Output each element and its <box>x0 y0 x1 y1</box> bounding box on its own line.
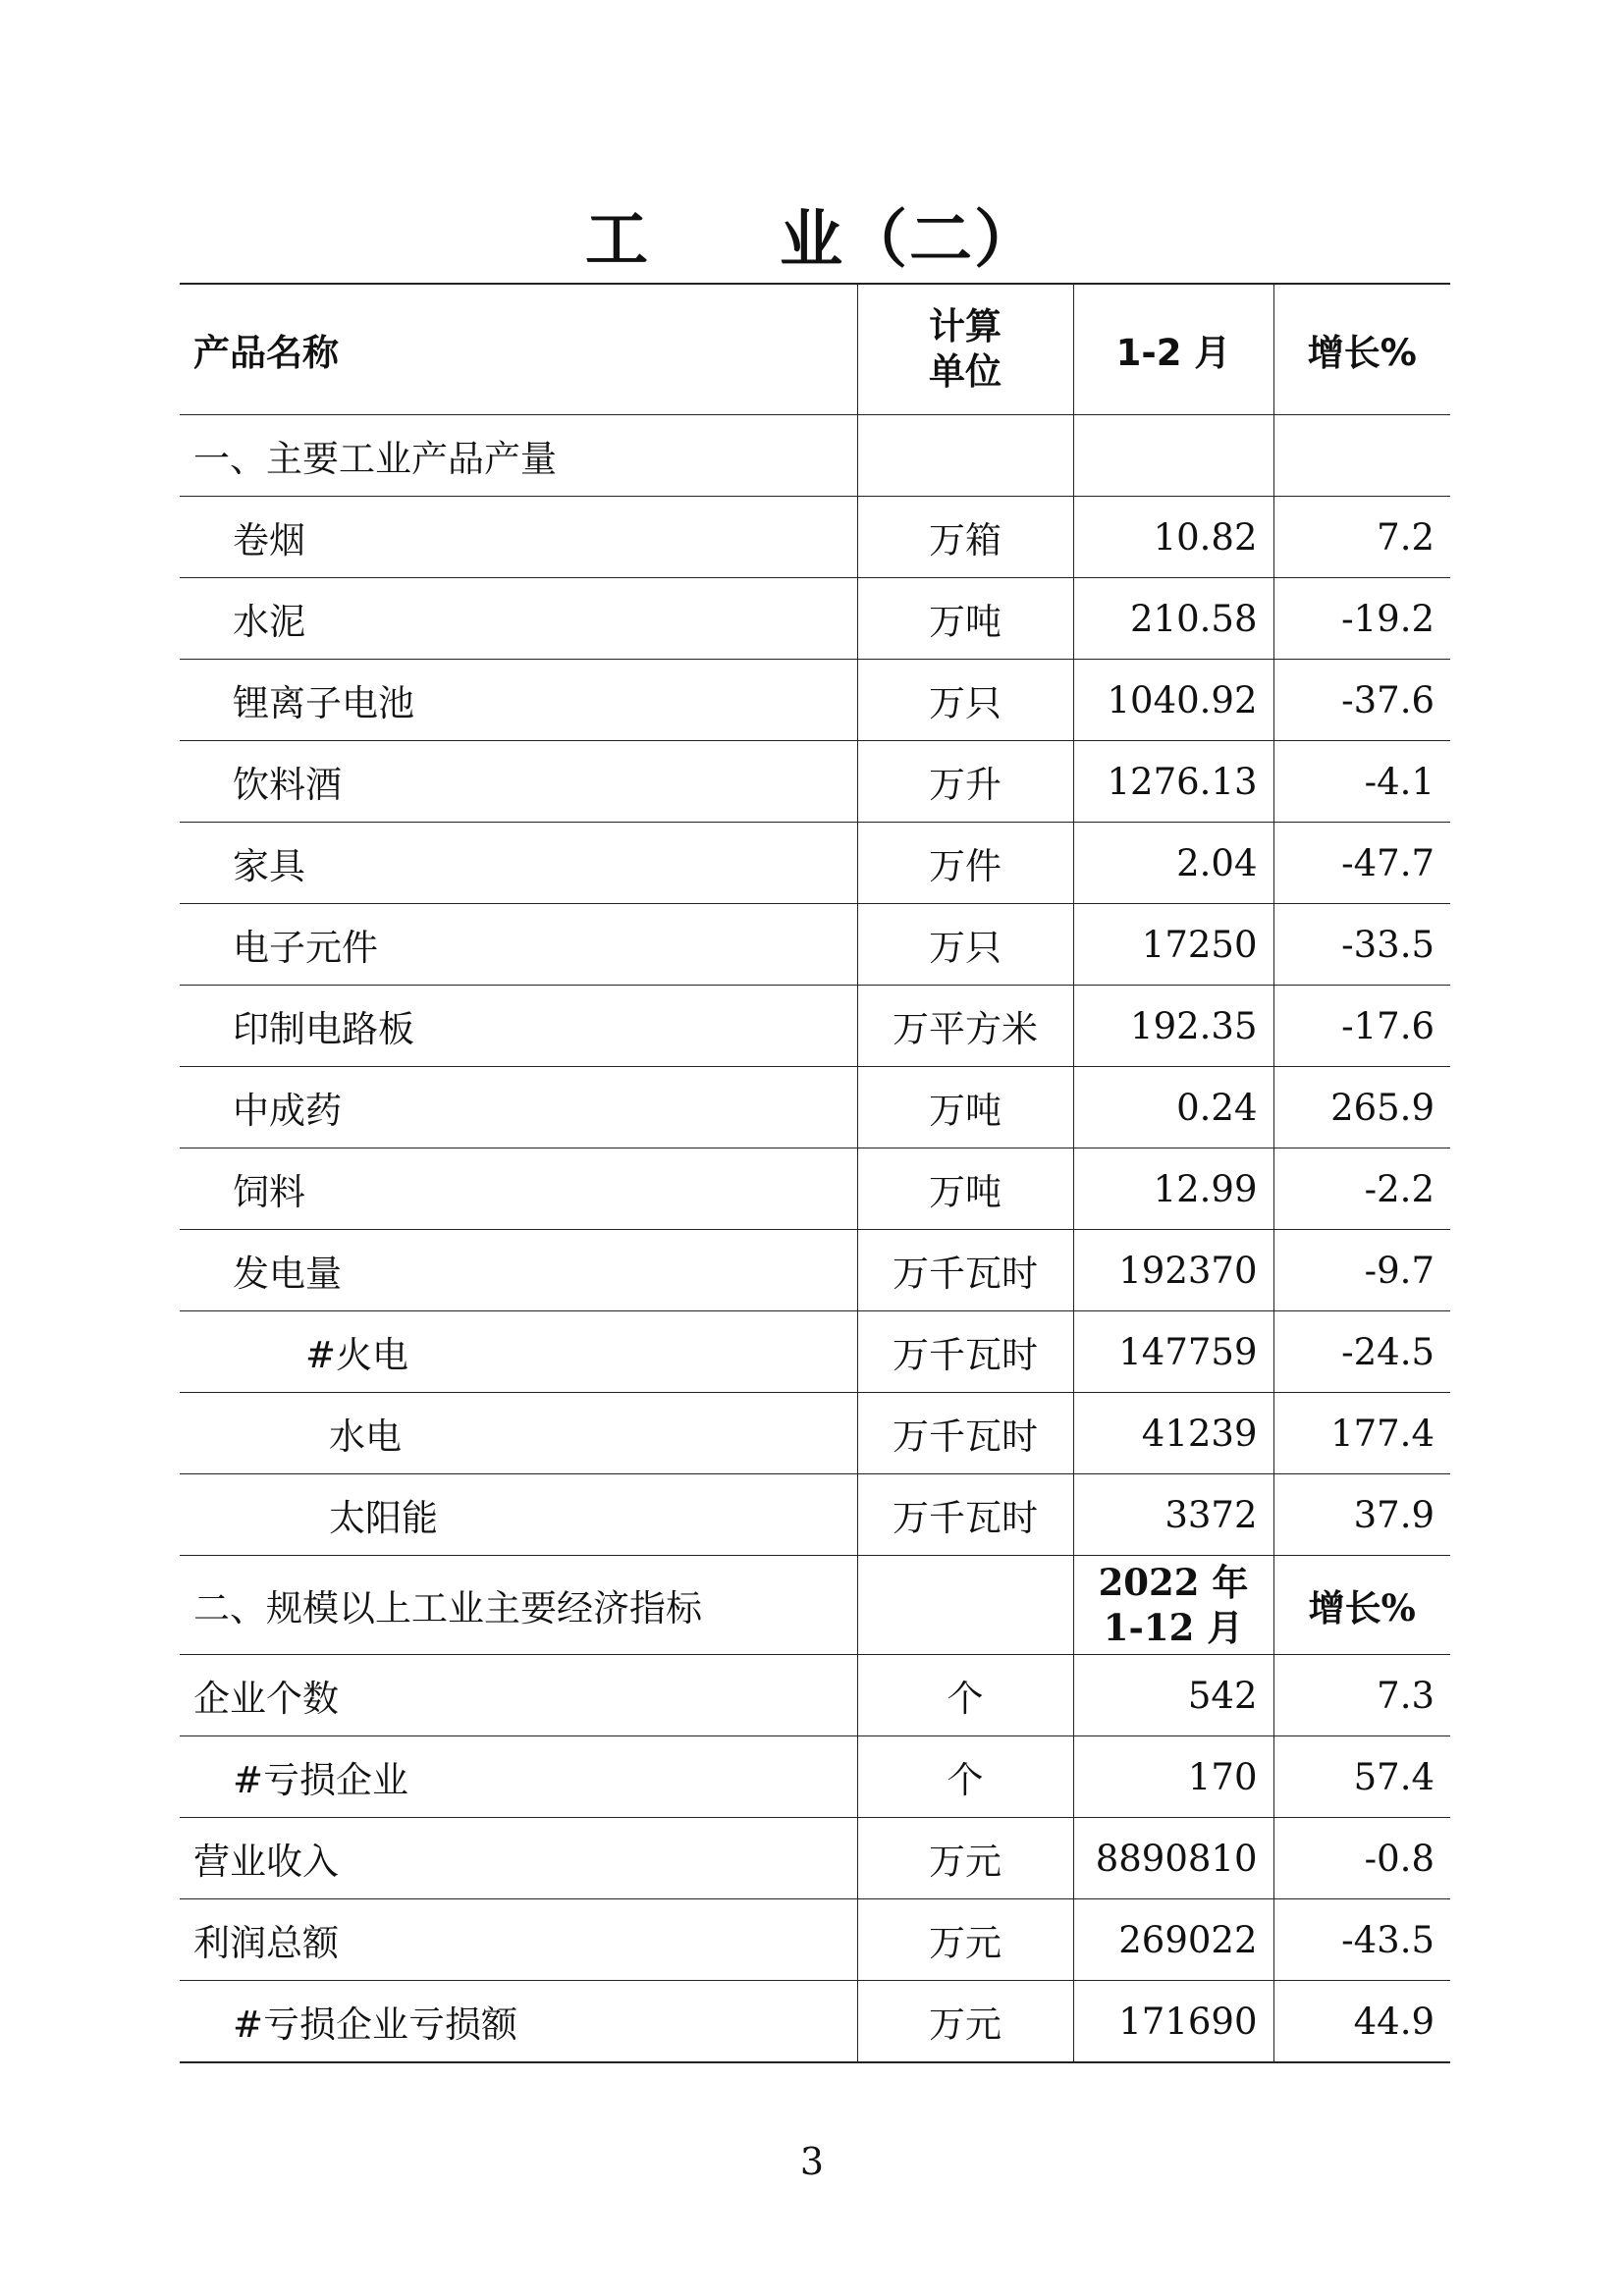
row-growth: 44.9 <box>1273 1981 1450 2063</box>
table-header-row <box>180 284 1450 415</box>
table-row <box>180 1230 1450 1311</box>
row-unit: 万箱 <box>857 497 1073 578</box>
row-growth: -17.6 <box>1273 986 1450 1067</box>
header-product-name: 产品名称 <box>180 284 857 415</box>
row-unit: 万元 <box>857 1818 1073 1899</box>
table-row <box>180 1148 1450 1230</box>
section2-growth: 增长% <box>1273 1556 1450 1655</box>
row-value: 3372 <box>1073 1474 1273 1556</box>
row-value: 1276.13 <box>1073 741 1273 823</box>
section1-label: 一、主要工业产品产量 <box>180 415 857 497</box>
row-unit: 万千瓦时 <box>857 1230 1073 1311</box>
row-value: 0.24 <box>1073 1067 1273 1148</box>
row-unit: 万吨 <box>857 578 1073 660</box>
row-growth: -43.5 <box>1273 1899 1450 1981</box>
row-product-name: 中成药 <box>180 1067 857 1148</box>
row-unit: 万千瓦时 <box>857 1393 1073 1474</box>
row-value: 2.04 <box>1073 823 1273 904</box>
row-value: 269022 <box>1073 1899 1273 1981</box>
table-row <box>180 660 1450 741</box>
row-growth: 7.2 <box>1273 497 1450 578</box>
row-value: 542 <box>1073 1655 1273 1736</box>
section2-period <box>1073 1556 1273 1655</box>
row-value: 41239 <box>1073 1393 1273 1474</box>
row-unit: 万元 <box>857 1981 1073 2063</box>
table-row <box>180 578 1450 660</box>
row-growth: -24.5 <box>1273 1311 1450 1393</box>
row-value: 192.35 <box>1073 986 1273 1067</box>
section2-period-line2: 1-12 月 <box>1103 1606 1244 1649</box>
row-unit: 万只 <box>857 904 1073 986</box>
row-growth: 57.4 <box>1273 1736 1450 1818</box>
row-value: 12.99 <box>1073 1148 1273 1230</box>
row-growth: -0.8 <box>1273 1818 1450 1899</box>
row-growth: -47.7 <box>1273 823 1450 904</box>
section2-row <box>180 1556 1450 1655</box>
table-row <box>180 1899 1450 1981</box>
row-unit: 万千瓦时 <box>857 1474 1073 1556</box>
row-growth: 7.3 <box>1273 1655 1450 1736</box>
row-value: 8890810 <box>1073 1818 1273 1899</box>
page-title: 工 业（二） <box>585 204 1039 277</box>
row-unit: 万只 <box>857 660 1073 741</box>
row-growth: -4.1 <box>1273 741 1450 823</box>
row-value: 1040.92 <box>1073 660 1273 741</box>
row-product-name: #亏损企业 <box>180 1736 857 1818</box>
table-row <box>180 904 1450 986</box>
row-growth: -33.5 <box>1273 904 1450 986</box>
section1-row <box>180 415 1450 497</box>
row-product-name: 营业收入 <box>180 1818 857 1899</box>
row-growth: 265.9 <box>1273 1067 1450 1148</box>
table-row <box>180 1067 1450 1148</box>
row-unit: 个 <box>857 1736 1073 1818</box>
row-growth: -37.6 <box>1273 660 1450 741</box>
table-row <box>180 1311 1450 1393</box>
row-unit: 万升 <box>857 741 1073 823</box>
row-growth: -9.7 <box>1273 1230 1450 1311</box>
table-row <box>180 741 1450 823</box>
row-unit: 个 <box>857 1655 1073 1736</box>
row-unit: 万元 <box>857 1899 1073 1981</box>
row-product-name: 家具 <box>180 823 857 904</box>
row-product-name: 水电 <box>180 1393 857 1474</box>
header-growth: 增长% <box>1307 332 1417 374</box>
row-product-name: 锂离子电池 <box>180 660 857 741</box>
table-row <box>180 1474 1450 1556</box>
row-unit: 万千瓦时 <box>857 1311 1073 1393</box>
row-growth: 37.9 <box>1273 1474 1450 1556</box>
section2-period-line1: 2022 年 <box>1098 1561 1249 1604</box>
row-product-name: 电子元件 <box>180 904 857 986</box>
row-unit: 万平方米 <box>857 986 1073 1067</box>
table-row <box>180 1736 1450 1818</box>
table-row <box>180 986 1450 1067</box>
row-unit: 万吨 <box>857 1067 1073 1148</box>
row-growth: 177.4 <box>1273 1393 1450 1474</box>
row-value: 17250 <box>1073 904 1273 986</box>
row-value: 10.82 <box>1073 497 1273 578</box>
row-product-name: 饮料酒 <box>180 741 857 823</box>
row-growth: -2.2 <box>1273 1148 1450 1230</box>
row-product-name: #亏损企业亏损额 <box>180 1981 857 2063</box>
row-growth: -19.2 <box>1273 578 1450 660</box>
header-unit-line1: 计算 <box>929 305 1001 347</box>
row-product-name: 太阳能 <box>180 1474 857 1556</box>
page-number: 3 <box>799 2140 825 2183</box>
row-value: 171690 <box>1073 1981 1273 2063</box>
row-product-name: 饲料 <box>180 1148 857 1230</box>
table-row <box>180 1655 1450 1736</box>
header-period: 1-2 月 <box>1073 284 1273 415</box>
row-unit: 万件 <box>857 823 1073 904</box>
row-product-name: 发电量 <box>180 1230 857 1311</box>
table-row <box>180 823 1450 904</box>
header-unit-line2: 单位 <box>929 350 1001 393</box>
row-value: 192370 <box>1073 1230 1273 1311</box>
row-product-name: 利润总额 <box>180 1899 857 1981</box>
table-row <box>180 497 1450 578</box>
section2-label: 二、规模以上工业主要经济指标 <box>180 1556 857 1655</box>
header-unit <box>857 284 1073 415</box>
table-row <box>180 1981 1450 2063</box>
row-product-name: 水泥 <box>180 578 857 660</box>
table-row <box>180 1818 1450 1899</box>
table-row <box>180 1393 1450 1474</box>
row-value: 210.58 <box>1073 578 1273 660</box>
industry-table <box>180 283 1450 2063</box>
row-product-name: 企业个数 <box>180 1655 857 1736</box>
row-product-name: 印制电路板 <box>180 986 857 1067</box>
row-value: 170 <box>1073 1736 1273 1818</box>
row-value: 147759 <box>1073 1311 1273 1393</box>
row-product-name: #火电 <box>180 1311 857 1393</box>
row-unit: 万吨 <box>857 1148 1073 1230</box>
row-product-name: 卷烟 <box>180 497 857 578</box>
